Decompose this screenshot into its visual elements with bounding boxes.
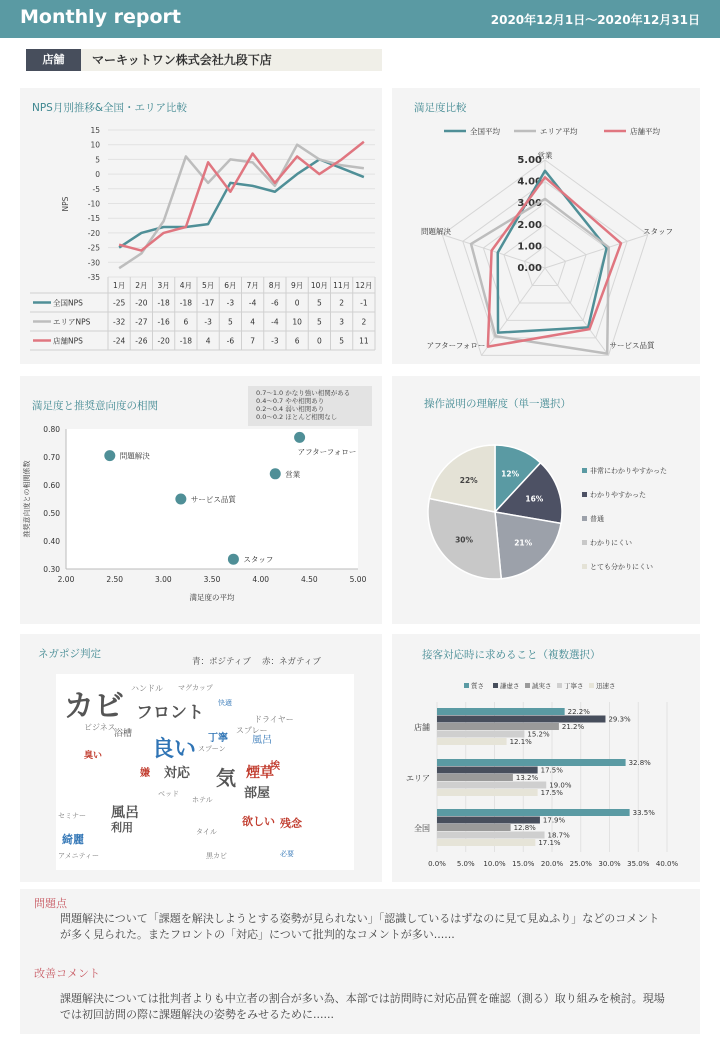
nps-table-value: 2 [339, 298, 345, 308]
scatter-point [294, 432, 305, 443]
bar [437, 731, 524, 738]
radar-legend-label: 店舗平均 [630, 127, 660, 136]
bar-data-label: 12.8% [513, 824, 536, 832]
bar [437, 832, 545, 839]
scatter-point [104, 450, 115, 461]
nps-month-label: 10月 [310, 281, 328, 290]
nps-y-axis-label: NPS [61, 196, 70, 212]
word-cloud-word: スプーン [198, 745, 226, 753]
nps-table-value: 0 [316, 336, 322, 346]
bar-data-label: 13.2% [515, 774, 539, 782]
word-cloud-word: 風呂 [111, 805, 139, 821]
bar-x-tick-label: 5.0% [456, 860, 475, 868]
scatter-x-tick-label: 5.00 [349, 575, 367, 584]
radar-title: 満足度比較 [414, 102, 467, 114]
nps-table-value: -3 [226, 298, 235, 308]
nps-title: NPS月別推移&全国・エリア比較 [32, 102, 188, 114]
word-cloud-word: 部屋 [244, 786, 271, 801]
bar-data-label: 17.5% [540, 789, 563, 797]
scatter-x-tick-label: 2.50 [106, 575, 124, 584]
bar-data-label: 17.5% [540, 766, 563, 775]
pie-title: 操作説明の理解度（単一選択） [424, 398, 571, 410]
wordcloud-panel [20, 634, 382, 882]
scatter-title: 満足度と推奨意向度の相関 [32, 400, 158, 412]
scatter-y-tick-label: 0.50 [43, 509, 60, 518]
radar-tick-label: 5.00 [517, 155, 542, 166]
word-cloud-word: 埃 [270, 761, 280, 772]
pie-panel [392, 376, 700, 624]
nps-table-value: -3 [204, 317, 212, 327]
nps-month-label: 5月 [201, 281, 215, 290]
bar-legend-label: 質さ [471, 682, 484, 690]
nps-table-value: -18 [179, 298, 192, 308]
nps-table-value: 6 [294, 336, 300, 346]
radar-legend-label: 全国平均 [470, 127, 500, 136]
radar-spoke [545, 235, 648, 268]
pie-slice-label: 16% [525, 494, 544, 504]
scatter-point-label: サービス品質 [190, 495, 236, 504]
bar-data-label: 15.2% [527, 730, 550, 739]
store-name: マーキットワン株式会社九段下店 [92, 53, 272, 67]
word-cloud-word: 嫌 [140, 768, 150, 779]
pie-legend-swatch [582, 516, 587, 521]
word-cloud-word: 臭い [84, 751, 103, 761]
nps-table-value: -18 [179, 336, 192, 346]
nps-table-value: -16 [157, 317, 170, 327]
pie-legend-swatch [582, 492, 587, 497]
word-cloud [56, 674, 354, 870]
radar-axis-label: サービス品質 [609, 341, 655, 350]
pie-legend-swatch [582, 564, 587, 569]
bar-data-label: 17.1% [538, 839, 561, 847]
radar-tick-label: 3.00 [517, 198, 542, 210]
correlation-legend-line: 0.2～0.4 弱い相関あり [256, 405, 325, 413]
nps-y-tick-label: -25 [87, 243, 100, 253]
scatter-point-label: 問題解決 [119, 451, 150, 461]
nps-month-label: 12月 [355, 281, 373, 290]
bar [437, 782, 546, 789]
bar-x-tick-label: 15.0% [512, 860, 535, 868]
nps-y-tick-label: 15 [90, 126, 100, 135]
word-cloud-word: ハンドル [131, 684, 163, 693]
scatter-x-tick-label: 4.00 [252, 575, 270, 584]
bar-legend-swatch [557, 683, 562, 688]
nps-legend-label: 全国NPS [53, 298, 83, 308]
problems-heading: 問題点 [34, 897, 67, 910]
nps-table-value: 11 [359, 336, 369, 346]
nps-table-value: -4 [271, 317, 279, 327]
bar-data-label: 22.2% [567, 708, 590, 716]
nps-table-value: -20 [135, 298, 148, 308]
radar-axis-label: アフターフォロー [426, 341, 486, 350]
nps-table-value: -27 [135, 317, 148, 327]
bar-legend-swatch [589, 683, 594, 688]
nps-table-value: -6 [226, 336, 235, 346]
problems-text: 問題解決について「課題を解決しようとする姿勢が見られない」「認識しているはずなのに見て見ぬふり」などのコメントが多く見られた。またフロントの「対応」について批判的なコメントが多い...... [60, 912, 660, 941]
scatter-y-tick-label: 0.80 [43, 425, 60, 434]
report-period: 2020年12月1日～2020年12月31日 [490, 13, 700, 27]
radar-tick-label: 0.00 [517, 263, 542, 274]
word-cloud-word: フロント [136, 703, 204, 723]
scatter-y-tick-label: 0.60 [43, 481, 60, 490]
bar [437, 767, 538, 774]
bar [437, 774, 513, 781]
nps-table-value: 3 [339, 317, 345, 327]
scatter-x-tick-label: 4.50 [300, 575, 318, 584]
bar-data-label: 32.8% [628, 759, 651, 767]
word-cloud-word: 欲しい [242, 815, 275, 828]
improvement-text: 課題解決については批判者よりも中立者の割合が多い為、本部では訪問時に対応品質を確認（測る）取り組みを検討。現場では初回訪問の際に課題解決の姿勢をみせるために...... [60, 992, 665, 1021]
bars-title: 接客対応時に求めること（複数選択） [422, 649, 601, 661]
nps-month-label: 9月 [290, 281, 304, 290]
nps-table-value: 5 [316, 298, 322, 308]
bar-data-label: 19.0% [549, 781, 572, 790]
word-cloud-word: アメニティー [58, 852, 100, 860]
nps-table-value: -32 [113, 317, 126, 327]
nps-table-value: 7 [250, 336, 256, 346]
bar-category-label: エリア [406, 773, 430, 783]
scatter-x-tick-label: 3.00 [154, 575, 172, 584]
nps-month-label: 6月 [224, 281, 237, 290]
bar [437, 716, 605, 723]
word-cloud-word: 快適 [218, 699, 232, 707]
nps-table-value: -24 [113, 336, 126, 346]
word-cloud-word: マグカップ [178, 684, 213, 692]
nps-table-value: -26 [135, 336, 148, 346]
bar [437, 759, 626, 766]
radar-tick-label: 4.00 [517, 176, 542, 188]
word-cloud-word: 浴槽 [114, 729, 133, 739]
bar-data-label: 17.9% [542, 816, 566, 825]
bar-legend-label: 丁寧さ [564, 682, 584, 690]
radar-axis-label: 営業 [537, 151, 553, 160]
word-cloud-word: 残念 [280, 817, 302, 830]
pie-legend-label: とても分かりにくい [590, 563, 653, 571]
nps-y-tick-label: -5 [92, 184, 100, 194]
nps-table-value: -1 [360, 298, 368, 308]
nps-table-value: 0 [294, 298, 300, 308]
bars-panel [392, 634, 700, 882]
radar-tick-label: 2.00 [517, 219, 542, 231]
word-cloud-word: 良い [152, 737, 197, 762]
bar-category-label: 店舗 [414, 722, 430, 732]
wordcloud-legend: 青：ポジティブ 赤：ネガティブ [192, 657, 321, 667]
scatter-y-axis-label: 推奨意向度との相関係数 [23, 460, 31, 538]
pie-legend-label: 普通 [590, 515, 604, 523]
nps-month-label: 11月 [333, 281, 351, 290]
word-cloud-word: ホテル [192, 796, 213, 804]
nps-chart [20, 88, 382, 364]
nps-month-label: 1月 [112, 281, 126, 290]
nps-table-value: 5 [227, 317, 233, 327]
nps-month-label: 2月 [135, 281, 148, 290]
pie-chart [392, 376, 700, 624]
scatter-panel [20, 376, 382, 624]
improvement-heading: 改善コメント [34, 967, 100, 980]
bar-x-tick-label: 10.0% [483, 860, 506, 868]
pie-legend-swatch [582, 468, 587, 473]
bar [437, 839, 535, 846]
report-title: Monthly report [20, 6, 181, 28]
report-header [0, 0, 720, 38]
radar-panel [392, 88, 700, 364]
scatter-point [228, 554, 239, 565]
word-cloud-word: 利用 [111, 821, 133, 834]
correlation-legend [248, 386, 372, 426]
nps-table-value: 2 [361, 317, 367, 327]
word-cloud-word: 丁寧 [208, 733, 228, 744]
word-cloud-word: ドライヤー [254, 715, 294, 724]
radar-tick-label: 1.00 [517, 241, 542, 253]
scatter-x-tick-label: 3.50 [203, 575, 221, 584]
word-cloud-word: セミナー [58, 812, 86, 820]
bar-legend-swatch [525, 683, 530, 688]
bar-x-tick-label: 20.0% [540, 860, 564, 868]
nps-month-label: 4月 [179, 281, 193, 290]
pie-slice-label: 12% [501, 469, 520, 479]
nps-y-tick-label: -20 [87, 228, 100, 238]
nps-table-value: -25 [113, 298, 126, 308]
store-tag: 店舗 [26, 49, 81, 71]
nps-y-tick-label: -15 [87, 214, 100, 224]
nps-legend-label: 店舗NPS [53, 336, 83, 346]
bar-data-label: 21.2% [561, 723, 585, 731]
nps-table-value: -20 [157, 336, 170, 346]
store-bar [26, 49, 382, 71]
nps-month-label: 8月 [268, 281, 282, 290]
nps-table-value: -4 [248, 298, 257, 308]
pie-legend-swatch [582, 540, 587, 545]
bar [437, 789, 538, 796]
bar-legend-label: 謙虚さ [500, 682, 520, 690]
nps-legend-label: エリアNPS [53, 317, 91, 327]
correlation-legend-line: 0.7～1.0 かなり強い相関がある [256, 389, 351, 397]
scatter-point [175, 494, 186, 505]
scatter-x-axis-label: 満足度の平均 [189, 593, 235, 602]
nps-panel [20, 88, 382, 364]
nps-table-value: -17 [202, 298, 215, 308]
word-cloud-word: ビジネス [84, 723, 116, 732]
scatter-point-label: 営業 [285, 469, 301, 479]
bar-legend-label: 迅速さ [596, 682, 616, 690]
word-cloud-word: 綺麗 [62, 833, 84, 846]
pie-slice-label: 21% [514, 538, 533, 548]
bar [437, 738, 507, 745]
bar-x-tick-label: 40.0% [655, 860, 679, 868]
word-cloud-word: 煙草 [246, 765, 274, 781]
bar-legend-label: 誠実さ [532, 682, 552, 690]
pie-slice-label: 30% [455, 535, 474, 545]
word-cloud-word: ベッド [158, 790, 179, 798]
nps-y-tick-label: 10 [90, 140, 100, 150]
bar-x-tick-label: 30.0% [598, 860, 621, 868]
word-cloud-word: 対応 [164, 766, 191, 781]
scatter-x-tick-label: 2.00 [57, 575, 75, 584]
scatter-y-tick-label: 0.30 [43, 565, 60, 574]
bar-category-label: 全国 [414, 823, 430, 833]
bar-x-tick-label: 25.0% [569, 860, 592, 868]
scatter-point-label: アフターフォロー [297, 447, 357, 457]
bar-x-tick-label: 35.0% [627, 860, 650, 868]
nps-table-value: -3 [271, 336, 279, 346]
scatter-y-tick-label: 0.40 [43, 537, 60, 546]
bar [437, 723, 559, 730]
bar-legend-swatch [493, 683, 498, 688]
nps-table-value: 10 [292, 317, 302, 327]
radar-axis-label: スタッフ [643, 227, 673, 236]
word-cloud-word: カビ [64, 689, 124, 724]
pie-legend-label: 非常にわかりやすかった [590, 467, 667, 475]
nps-y-tick-label: 0 [95, 170, 100, 180]
nps-table-value: -18 [157, 298, 170, 308]
bar-data-label: 18.7% [547, 831, 570, 840]
nps-y-tick-label: 5 [95, 155, 100, 165]
correlation-legend-line: 0.4～0.7 やや相関あり [256, 397, 325, 405]
nps-y-tick-label: -35 [87, 273, 100, 282]
bar-data-label: 33.5% [632, 809, 655, 817]
nps-month-label: 7月 [246, 281, 259, 290]
bar [437, 708, 565, 715]
bar [437, 809, 630, 816]
word-cloud-word: タイル [196, 828, 217, 836]
bar-data-label: 29.3% [608, 715, 631, 724]
radar-legend-label: エリア平均 [540, 127, 578, 136]
scatter-point [270, 468, 281, 479]
word-cloud-word: スプレー [236, 726, 268, 735]
radar-chart [392, 88, 700, 364]
pie-legend-label: わかりやすかった [590, 491, 646, 499]
nps-table-value: -6 [271, 298, 279, 308]
correlation-legend-line: 0.0～0.2 ほとんど相関なし [256, 413, 338, 421]
word-cloud-word: 気 [216, 766, 236, 790]
nps-table-value: 4 [205, 336, 211, 346]
nps-table-value: 6 [183, 317, 189, 327]
pie-slice-label: 22% [459, 475, 478, 485]
nps-table-value: 5 [339, 336, 345, 346]
nps-y-tick-label: -10 [87, 199, 100, 209]
comments-panel [20, 889, 700, 1034]
nps-y-tick-label: -30 [87, 258, 100, 268]
bar-legend-swatch [464, 683, 469, 688]
bar-data-label: 12.1% [509, 738, 532, 746]
radar-axis-label: 問題解決 [421, 227, 451, 236]
bar [437, 824, 511, 831]
bar [437, 817, 540, 824]
word-cloud-word: 黒カビ [206, 852, 227, 860]
wordcloud-title: ネガポジ判定 [38, 648, 101, 660]
nps-month-label: 3月 [157, 281, 170, 290]
nps-table-value: 4 [250, 317, 256, 327]
bar-x-tick-label: 0.0% [428, 860, 446, 868]
word-cloud-word: 必要 [280, 850, 294, 858]
scatter-point-label: スタッフ [243, 555, 274, 565]
bar-chart [392, 634, 700, 882]
word-cloud-word: 風呂 [252, 735, 272, 746]
nps-table-value: 5 [316, 317, 322, 327]
pie-legend-label: わかりにくい [590, 539, 632, 547]
scatter-y-tick-label: 0.70 [43, 453, 60, 462]
